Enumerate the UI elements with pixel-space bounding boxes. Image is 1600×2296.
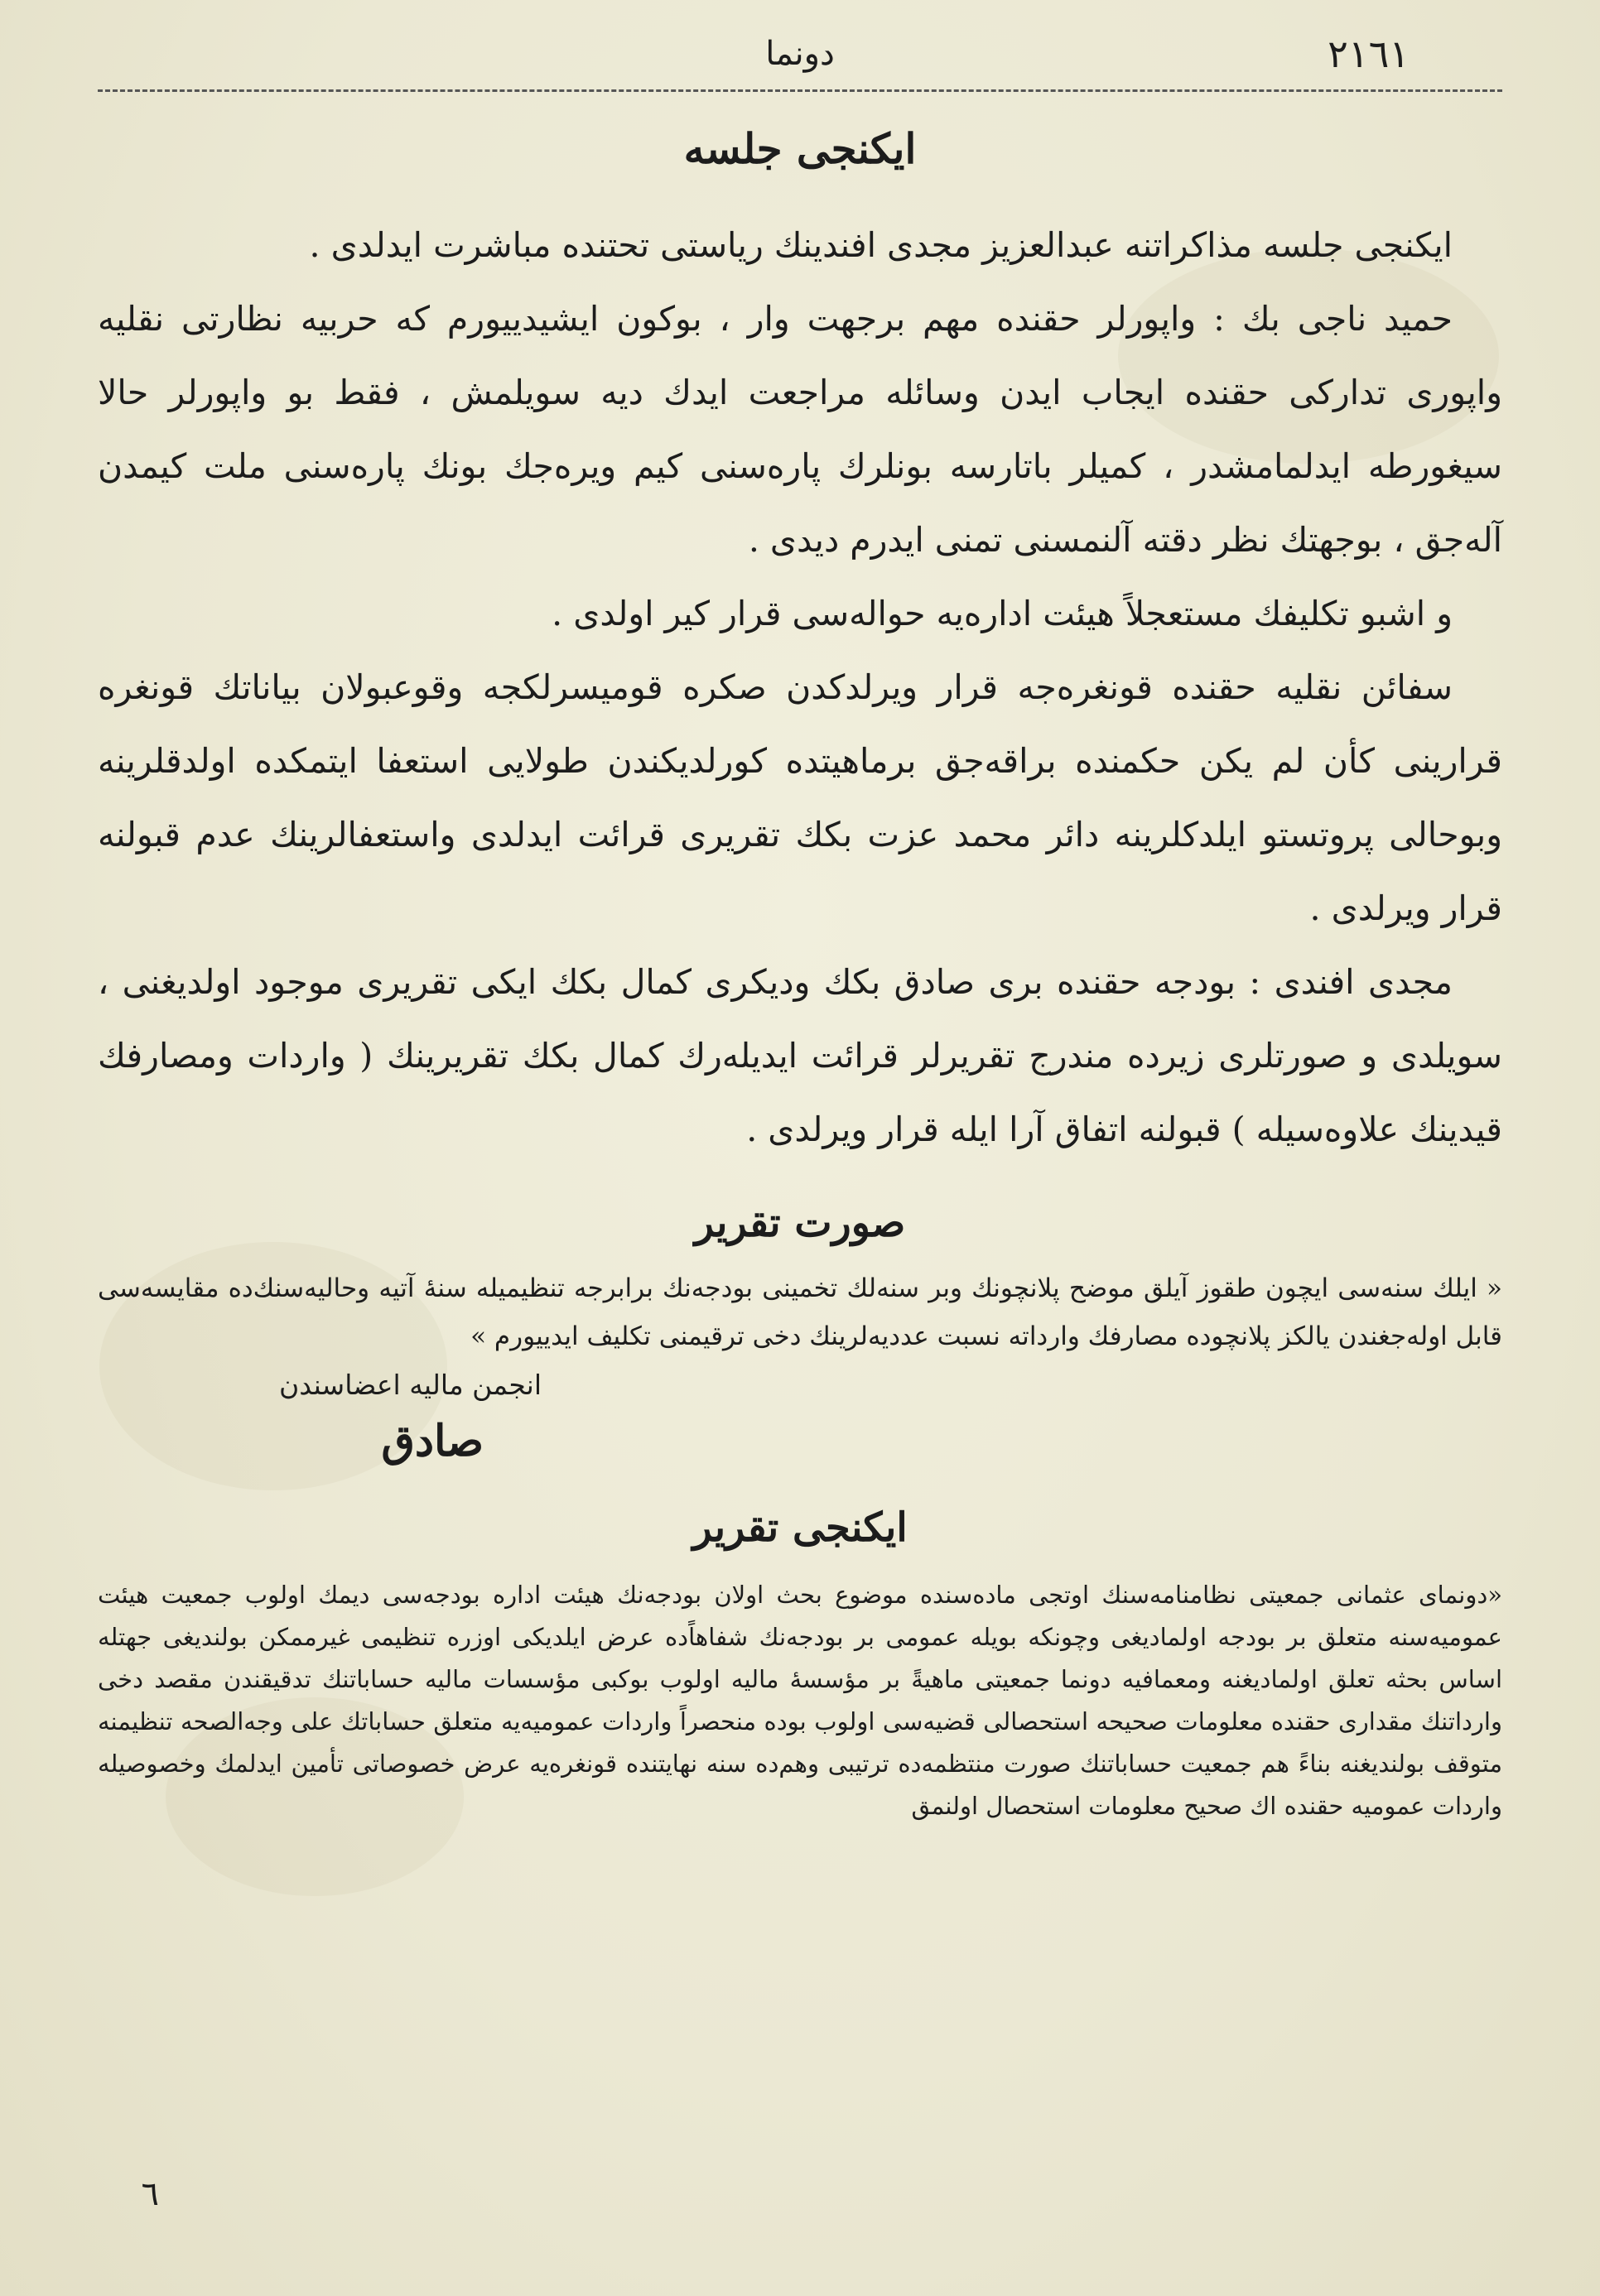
paragraph: و اشبو تکلیفك مستعجلاً هیئت اداره‌یه حواله‌سی قرار کیر اولدی . (552, 594, 1453, 633)
second-report-text: «دونمای عثمانی جمعیتی نظامنامه‌سنك اوتجی ماده‌سنده موضوع بحث اولان بودجه‌نك هیئت اداره بودجه‌سی دیمك اولوب جمعیت هیئت عمومیه‌سنه متعلق بر بودجه اولمادیغی وچونکه بویله عمومی بر بودجه‌نك شفاهاً‌ده عرض ایلدیکی اوزره تنظیمی غیرممکن بولندیغی جهتله اساس بحثه تعلق اولمادیغنه ومعمافیه دونما جمعیتی ماهیةً بر مؤسسهٔ مالیه اولوب بوکبی مؤسسات مالیه حساباتنك تدقیقندن مقصد دخی وارداتنك مقداری حقنده معلومات صحیحه استحصالی قضیه‌سی اولوب بوده منحصراً واردات عمومیه‌یه متعلق حساباتك علی وجه‌الصحه تنظیمنه متوقف بولندیغنه بناءً هم جمعیت حساباتنك صورت منتظمه‌ده ترتیبی وهم‌ده سنه نهایتنده قونغره‌یه عرض خصوصاتی تأمین ایدلمك وخصوصیله واردات عمومیه حقنده اك صحیح معلومات استحصال اولنمق (98, 1581, 1502, 1820)
signer-organization: انجمن مالیه اعضاسندن (279, 1369, 542, 1401)
paragraph: سفائن نقلیه حقنده قونغره‌جه قرار ویرلدکدن صکره قومیسرلکجه وقوعبولان بیاناتك قونغره قرارینی کأن لم یکن حکمنده براقه‌جق برماهیتده کورلدیکندن طولایی استعفا ایتمکده اولدقلرینه وبوحالی پروتستو ایلدکلرینه دائر محمد عزت بکك تقریری قرائت ایدلدی واستعفالرینك عدم قبولنه قرار ویرلدی . (98, 667, 1502, 928)
first-report-title: صورت تقریر (694, 1200, 906, 1246)
paragraph: مجدی افندی : بودجه حقنده بری صادق بکك ودیکری کمال بکك ایکی تقریری موجود اولدیغنی ، سویلدی و صورتلری زیرده مندرج تقریرلر قرائت ایدیله‌رك کمال بکك تقریرینك ( واردات ومصارفك قیدینك علاوه‌سیله ) قبولنه اتفاق آرا ایله قرار ویرلدی . (98, 962, 1502, 1149)
paragraph: ایکنجی جلسه مذاکراتنه عبدالعزیز مجدی افندینك ریاستی تحتنده مباشرت ایدلدی . (309, 225, 1453, 265)
second-report-title: ایکنجی تقریر (692, 1504, 908, 1551)
running-title: دونما (765, 35, 835, 73)
session-title: ایکنجی جلسه (683, 124, 917, 173)
signature-mark: ٦ (141, 2175, 159, 2213)
page-header (91, 25, 1509, 83)
signer-name: صادق (381, 1416, 484, 1466)
paragraph: حمید ناجی بك : واپورلر حقنده مهم برجهت وار ، بوکون ایشیدییورم که حربیه نظارتی نقلیه واپوری تدارکی حقنده ایجاب ایدن وسائله مراجعت ایدك دیه سویلمش ، فقط بو واپورلر حالا سیغورطه ایدلمامشدر ، کمیلر باتارسه بونلرك پاره‌سنی کیم ویره‌جك بونك پاره‌سنی ملت کیمدن آله‌جق ، بوجهتك نظر دقته آلنمسنی تمنی ایدرم دیدی . (98, 299, 1502, 560)
first-report-text: « ایلك سنه‌سی ایچون طقوز آیلق موضح پلانچونك وبر سنه‌لك تخمینی بودجه‌نك برابرجه تنظیمیله سنهٔ آتیه وحالیه‌سنك‌ده مقایسه‌سی قابل اوله‌جغندن یالکز پلانچوده مصارفك وارداته نسبت عددیه‌لرینك دخی ترقیمنی تکلیف ایدییورم » (98, 1273, 1502, 1351)
page-number: ٢١٦١ (1328, 31, 1410, 76)
page-content (98, 124, 1502, 2246)
header-divider (98, 89, 1502, 92)
